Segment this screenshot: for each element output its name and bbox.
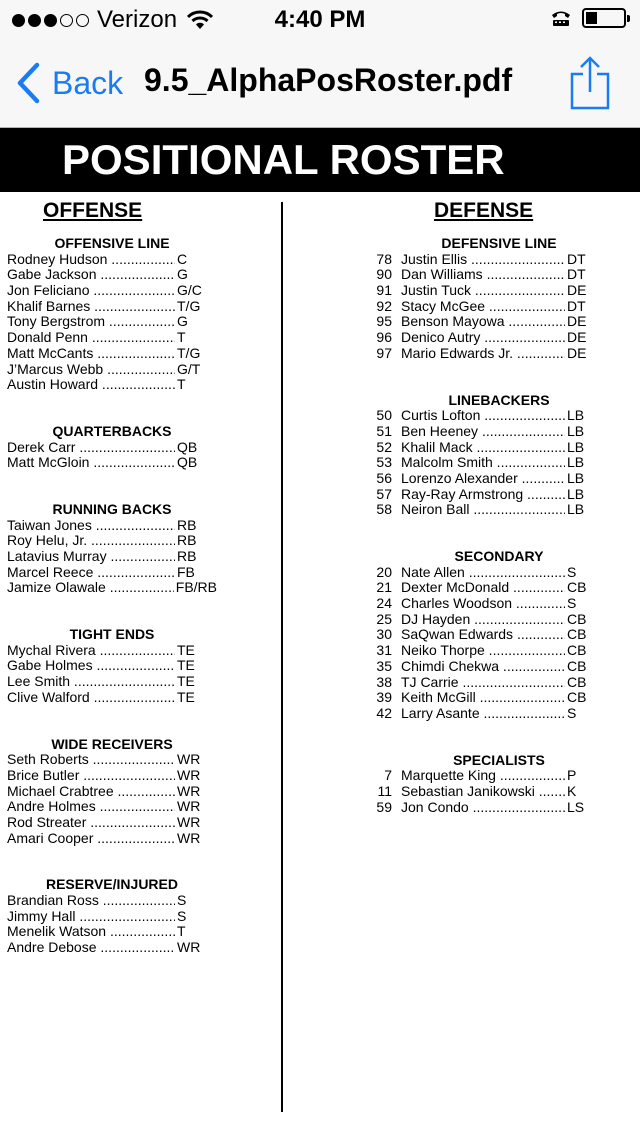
player-row	[368, 408, 630, 424]
player-position: LS	[567, 798, 585, 815]
player-row	[7, 799, 217, 815]
player-name: Neiko Thorpe .....	[401, 643, 565, 659]
player-position: CB	[567, 673, 587, 690]
player-position: DT	[567, 266, 586, 283]
player-row	[368, 643, 630, 659]
player-row	[368, 768, 630, 784]
player-position: WR	[177, 939, 201, 956]
jersey-number: 53	[376, 454, 392, 471]
player-row	[368, 440, 630, 456]
player-row	[7, 940, 217, 956]
player-name: Larry Asante .....	[401, 706, 565, 722]
player-name: Jon Feliciano .....	[7, 283, 175, 299]
player-position: K	[567, 782, 577, 799]
jersey-number: 30	[376, 626, 392, 643]
position-group	[7, 424, 217, 471]
player-row	[368, 252, 630, 268]
roster-banner	[0, 128, 640, 192]
player-position: DE	[567, 344, 587, 361]
player-name: Donald Penn .....	[7, 330, 175, 346]
player-position: WR	[177, 829, 201, 846]
player-row	[368, 675, 630, 691]
player-position: WR	[177, 813, 201, 830]
player-row	[368, 565, 630, 581]
player-row	[368, 627, 630, 643]
back-label: Back	[52, 64, 124, 101]
player-name: Seth Roberts .....	[7, 752, 175, 768]
defense-heading: DEFENSE	[434, 199, 534, 222]
group-title: TIGHT ENDS	[69, 626, 155, 643]
player-name: Dan Williams .....	[401, 267, 565, 283]
player-row	[7, 455, 217, 471]
player-name: Jamize Olawale .....	[7, 580, 174, 596]
jersey-number: 24	[376, 595, 392, 612]
player-row	[368, 487, 630, 503]
player-row	[7, 815, 217, 831]
jersey-number: 51	[376, 422, 392, 439]
status-right	[550, 8, 626, 28]
column-divider	[281, 202, 283, 1112]
player-row	[368, 314, 630, 330]
player-row	[7, 768, 217, 784]
player-row	[7, 267, 217, 283]
player-row	[368, 424, 630, 440]
player-position: RB	[177, 516, 197, 533]
player-position: FB	[177, 563, 195, 580]
player-name: Taiwan Jones .....	[7, 518, 175, 534]
jersey-number: 92	[376, 297, 392, 314]
player-row	[7, 440, 217, 456]
carrier-name: Verizon	[97, 6, 178, 33]
player-position: LB	[567, 469, 585, 486]
player-row	[368, 502, 630, 518]
player-position: P	[567, 767, 577, 784]
player-row	[7, 518, 217, 534]
player-name: DJ Hayden .....	[401, 612, 565, 628]
player-row	[7, 549, 217, 565]
player-name: Clive Walford .....	[7, 690, 175, 706]
player-name: Gabe Jackson .....	[7, 267, 175, 283]
position-group	[7, 502, 217, 596]
player-position: G/T	[177, 360, 201, 377]
jersey-number: 78	[376, 250, 392, 267]
jersey-number: 57	[376, 485, 392, 502]
jersey-number: 35	[376, 657, 392, 674]
player-row	[7, 533, 217, 549]
player-name: Rod Streater .....	[7, 815, 175, 831]
defense-column	[368, 236, 630, 846]
player-row	[7, 252, 217, 268]
offense-column	[7, 236, 217, 987]
player-position: DE	[567, 329, 587, 346]
player-name: Sebastian Janikowski .....	[401, 784, 565, 800]
player-name: Lorenzo Alexander .....	[401, 471, 565, 487]
group-title: SECONDARY	[454, 548, 544, 564]
battery-icon	[582, 8, 626, 28]
player-position: C	[177, 250, 188, 267]
player-row	[368, 706, 630, 722]
player-name: Andre Holmes .....	[7, 799, 175, 815]
player-name: Chimdi Chekwa .....	[401, 659, 565, 675]
player-name: Justin Ellis .....	[401, 252, 565, 268]
player-row	[7, 658, 217, 674]
jersey-number: 90	[376, 266, 392, 283]
player-position: LB	[567, 422, 585, 439]
player-name: Jon Condo .....	[401, 800, 565, 816]
player-name: Neiron Ball .....	[401, 502, 565, 518]
player-name: Rodney Hudson .....	[7, 252, 175, 268]
player-row	[7, 924, 217, 940]
battery-level	[586, 12, 597, 24]
player-position: S	[177, 892, 187, 908]
navigation-bar	[0, 40, 640, 128]
player-position: RB	[177, 548, 197, 564]
player-name: Stacy McGee .....	[401, 299, 565, 315]
player-name: Malcolm Smith .....	[401, 455, 565, 471]
player-name: Justin Tuck .....	[401, 283, 565, 299]
jersey-number: 97	[376, 344, 392, 361]
player-name: Tony Bergstrom .....	[7, 314, 175, 330]
player-name: SaQwan Edwards .....	[401, 627, 565, 643]
player-position: FB/RB	[175, 579, 217, 596]
player-name: Matt McCants .....	[7, 346, 175, 362]
jersey-number: 50	[376, 407, 392, 424]
player-row	[368, 800, 630, 816]
player-position: TE	[177, 657, 195, 674]
group-title: RUNNING BACKS	[52, 500, 172, 517]
player-position: T	[177, 376, 186, 393]
player-position: WR	[177, 798, 201, 815]
player-name: Gabe Holmes .....	[7, 658, 175, 674]
player-name: Derek Carr .....	[7, 440, 175, 456]
player-position: TE	[177, 641, 195, 658]
group-title: LINEBACKERS	[448, 391, 550, 408]
jersey-number: 39	[376, 689, 392, 706]
player-position: T/G	[177, 344, 201, 361]
player-position: QB	[177, 454, 198, 471]
player-name: Denico Autry .....	[401, 330, 565, 346]
jersey-number: 56	[376, 469, 392, 486]
player-position: T	[177, 329, 186, 346]
player-row	[368, 580, 630, 596]
tty-icon	[550, 9, 572, 27]
player-row	[7, 362, 217, 378]
player-row	[368, 596, 630, 612]
chevron-left-icon	[16, 62, 40, 104]
player-name: TJ Carrie .....	[401, 675, 565, 691]
jersey-number: 21	[376, 579, 392, 596]
player-row	[368, 690, 630, 706]
back-button[interactable]	[16, 62, 123, 104]
player-name: Andre Debose .....	[7, 940, 175, 956]
position-group	[7, 236, 217, 393]
player-row	[7, 831, 217, 847]
player-name: Brice Butler .....	[7, 768, 175, 784]
player-row	[7, 690, 217, 706]
position-group	[368, 393, 630, 519]
player-position: G	[177, 313, 188, 330]
jersey-number: 7	[384, 767, 392, 784]
banner-title: POSITIONAL ROSTER	[62, 136, 505, 183]
player-position: G	[177, 266, 188, 283]
jersey-number: 59	[376, 798, 392, 815]
group-title: QUARTERBACKS	[52, 422, 172, 439]
player-position: G/C	[177, 282, 202, 299]
jersey-number: 96	[376, 329, 392, 346]
status-bar	[0, 0, 640, 40]
player-name: Roy Helu, Jr. .....	[7, 533, 175, 549]
player-position: LB	[567, 485, 585, 502]
player-position: T/G	[177, 297, 201, 314]
player-row	[7, 752, 217, 768]
player-name: Khalil Mack .....	[401, 440, 565, 456]
player-position: LB	[567, 501, 585, 518]
player-position: DE	[567, 313, 587, 330]
player-position: DE	[567, 282, 587, 299]
player-name: Keith McGill .....	[401, 690, 565, 706]
group-title: DEFENSIVE LINE	[441, 235, 557, 251]
player-name: Mychal Rivera .....	[7, 643, 175, 659]
player-name: Marcel Reece .....	[7, 565, 175, 581]
position-group	[7, 877, 217, 955]
player-row	[7, 643, 217, 659]
player-position: LB	[567, 407, 585, 424]
player-row	[368, 455, 630, 471]
share-button[interactable]	[570, 56, 610, 110]
player-position: S	[567, 704, 577, 721]
player-position: WR	[177, 782, 201, 799]
player-name: Amari Cooper .....	[7, 831, 175, 847]
player-row	[7, 674, 217, 690]
player-name: Dexter McDonald .....	[401, 580, 565, 596]
player-name: Lee Smith .....	[7, 674, 175, 690]
player-row	[7, 314, 217, 330]
group-title: RESERVE/INJURED	[45, 876, 178, 893]
player-row	[368, 267, 630, 283]
player-position: LB	[567, 454, 585, 471]
clock: 4:40 PM	[274, 6, 366, 33]
player-position: QB	[177, 438, 198, 455]
player-position: DT	[567, 250, 586, 267]
player-position: TE	[177, 688, 195, 705]
player-name: Benson Mayowa .....	[401, 314, 565, 330]
player-name: Jimmy Hall .....	[7, 909, 175, 925]
group-title: OFFENSIVE LINE	[54, 235, 170, 251]
player-row	[368, 659, 630, 675]
player-position: CB	[567, 626, 587, 643]
player-name: Ben Heeney .....	[401, 424, 565, 440]
player-row	[7, 580, 217, 596]
player-name: Matt McGloin .....	[7, 455, 175, 471]
player-name: Austin Howard .....	[7, 377, 175, 393]
player-name: Ray-Ray Armstrong .....	[401, 487, 565, 503]
player-row	[368, 471, 630, 487]
player-row	[7, 283, 217, 299]
player-name: Curtis Lofton .....	[401, 408, 565, 424]
player-position: T	[177, 923, 186, 940]
player-row	[7, 330, 217, 346]
player-name: J’Marcus Webb .....	[7, 362, 175, 378]
player-position: RB	[177, 532, 197, 549]
position-group	[7, 627, 217, 705]
player-row	[7, 299, 217, 315]
player-row	[7, 893, 217, 909]
player-position: S	[567, 563, 577, 580]
player-position: TE	[177, 673, 195, 690]
player-position: S	[177, 907, 187, 924]
offense-heading: OFFENSE	[43, 199, 143, 222]
jersey-number: 91	[376, 282, 392, 299]
jersey-number: 52	[376, 438, 392, 455]
position-group	[7, 737, 217, 847]
player-position: CB	[567, 579, 587, 596]
jersey-number: 20	[376, 563, 392, 580]
player-name: Nate Allen .....	[401, 565, 565, 581]
player-position: CB	[567, 689, 587, 706]
jersey-number: 95	[376, 313, 392, 330]
player-position: CB	[567, 610, 587, 627]
jersey-number: 58	[376, 501, 392, 518]
player-name: Menelik Watson .....	[7, 924, 175, 940]
player-row	[368, 612, 630, 628]
player-position: WR	[177, 751, 201, 768]
player-row	[7, 784, 217, 800]
group-title: WIDE RECEIVERS	[51, 735, 173, 752]
jersey-number: 25	[376, 610, 392, 627]
player-name: Marquette King .....	[401, 768, 565, 784]
position-group	[368, 236, 630, 362]
player-row	[368, 299, 630, 315]
player-row	[7, 909, 217, 925]
jersey-number: 42	[376, 704, 392, 721]
player-row	[368, 330, 630, 346]
player-name: Latavius Murray .....	[7, 549, 175, 565]
player-position: LB	[567, 438, 585, 455]
player-row	[7, 377, 217, 393]
player-name: Michael Crabtree .....	[7, 784, 175, 800]
position-group	[368, 753, 630, 816]
player-position: CB	[567, 657, 587, 674]
player-position: S	[567, 595, 577, 612]
group-title: SPECIALISTS	[453, 751, 545, 768]
player-position: CB	[567, 642, 587, 659]
player-row	[7, 346, 217, 362]
jersey-number: 38	[376, 673, 392, 690]
player-name: Brandian Ross .....	[7, 893, 175, 909]
position-group	[368, 549, 630, 722]
player-position: WR	[177, 766, 201, 783]
jersey-number: 11	[377, 782, 392, 799]
player-name: Charles Woodson .....	[401, 596, 565, 612]
player-row	[368, 346, 630, 362]
player-name: Mario Edwards Jr. .....	[401, 346, 565, 362]
player-name: Khalif Barnes .....	[7, 299, 175, 315]
player-row	[368, 784, 630, 800]
player-position: DT	[567, 297, 586, 314]
player-row	[368, 283, 630, 299]
player-row	[7, 565, 217, 581]
jersey-number: 31	[376, 642, 392, 659]
document-title: 9.5_AlphaPosRoster.pdf	[144, 62, 513, 98]
